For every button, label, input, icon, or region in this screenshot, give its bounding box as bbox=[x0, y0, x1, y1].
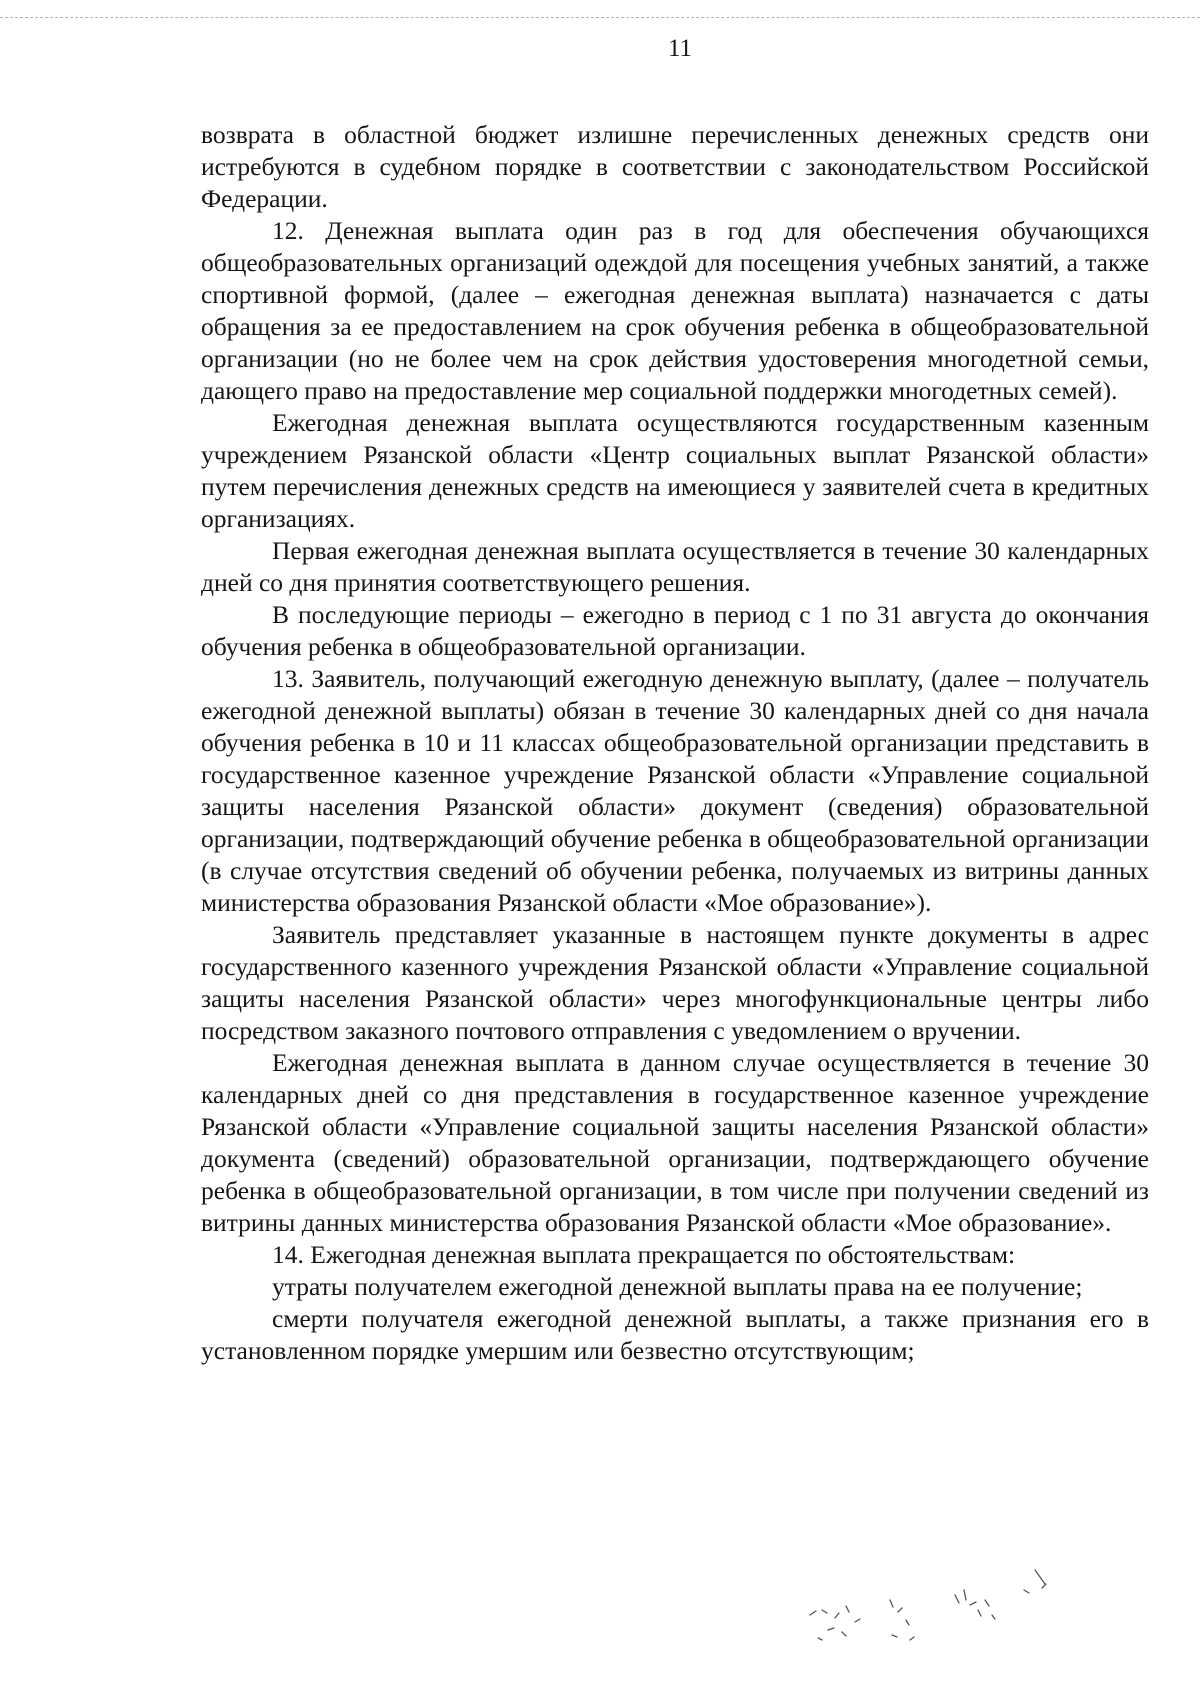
page-number: 11 bbox=[667, 35, 693, 62]
paragraph-2: 12. Денежная выплата один раз в год для обеспечения обучающихся общеобразовательных организаций одеждой для посещения учебных занятий, а также спортивной формой, (далее – ежегодная денежная выплата) назначается с даты обращения за ее предоставлением на срок обучения ребенка в общеобразовательной организации (но не более чем на срок действия удостоверения многодетной семьи, дающего право на предоставление мер социальной поддержки многодетных семей). bbox=[201, 216, 1149, 405]
paragraph-5: В последующие периоды – ежегодно в период с 1 по 31 августа до окончания обучения ребенка в общеобразовательной организации. bbox=[201, 600, 1149, 661]
paragraph-1: возврата в областной бюджет излишне перечисленных денежных средств они истребуются в судебном порядке в соответствии с законодательством Российской Федерации. bbox=[201, 120, 1149, 213]
paragraph-10: утраты получателем ежегодной денежной выплаты права на ее получение; bbox=[272, 1272, 1083, 1301]
paragraph-3: Ежегодная денежная выплата осуществляются государственным казенным учреждением Рязанской области «Центр социальных выплат Рязанской области» путем перечисления денежных средств на имеющиеся у заявителей счета в кредитных организациях. bbox=[201, 408, 1149, 533]
paragraph-6: 13. Заявитель, получающий ежегодную денежную выплату, (далее – получатель ежегодной денежной выплаты) обязан в течение 30 календарных дней со дня начала обучения ребенка в 10 и 11 классах общеобразовательной организации представить в государственное казенное учреждение Рязанской области «Управление социальной защиты населения Рязанской области» документ (сведения) образовательной организации, подтверждающий обучение ребенка в общеобразовательной организации (в случае отсутствия сведений об обучении ребенка, получаемых из витрины данных министерства образования Рязанской области «Мое образование»). bbox=[201, 664, 1149, 917]
paragraph-7: Заявитель представляет указанные в настоящем пункте документы в адрес государственного казенного учреждения Рязанской области «Управление социальной защиты населения Рязанской области» через многофункциональные центры либо посредством заказного почтового отправления с уведомлением о вручении. bbox=[201, 920, 1149, 1045]
paragraph-4: Первая ежегодная денежная выплата осуществляется в течение 30 календарных дней со дня принятия соответствующего решения. bbox=[201, 536, 1149, 597]
scan-noise-marks bbox=[780, 1560, 1180, 1690]
paragraph-8: Ежегодная денежная выплата в данном случае осуществляется в течение 30 календарных дней со дня представления в государственное казенное учреждение Рязанской области «Управление социальной защиты населения Рязанской области» документа (сведений) образовательной организации, подтверждающего обучение ребенка в общеобразовательной организации, в том числе при получении сведений из витрины данных министерства образования Рязанской области «Мое образование». bbox=[201, 1048, 1149, 1237]
document-body bbox=[201, 119, 1149, 1367]
scan-edge-line bbox=[0, 17, 1200, 18]
paragraph-9: 14. Ежегодная денежная выплата прекращается по обстоятельствам: bbox=[272, 1240, 1016, 1269]
paragraph-11: смерти получателя ежегодной денежной выплаты, а также признания его в установленном порядке умершим или безвестно отсутствующим; bbox=[201, 1304, 1149, 1365]
